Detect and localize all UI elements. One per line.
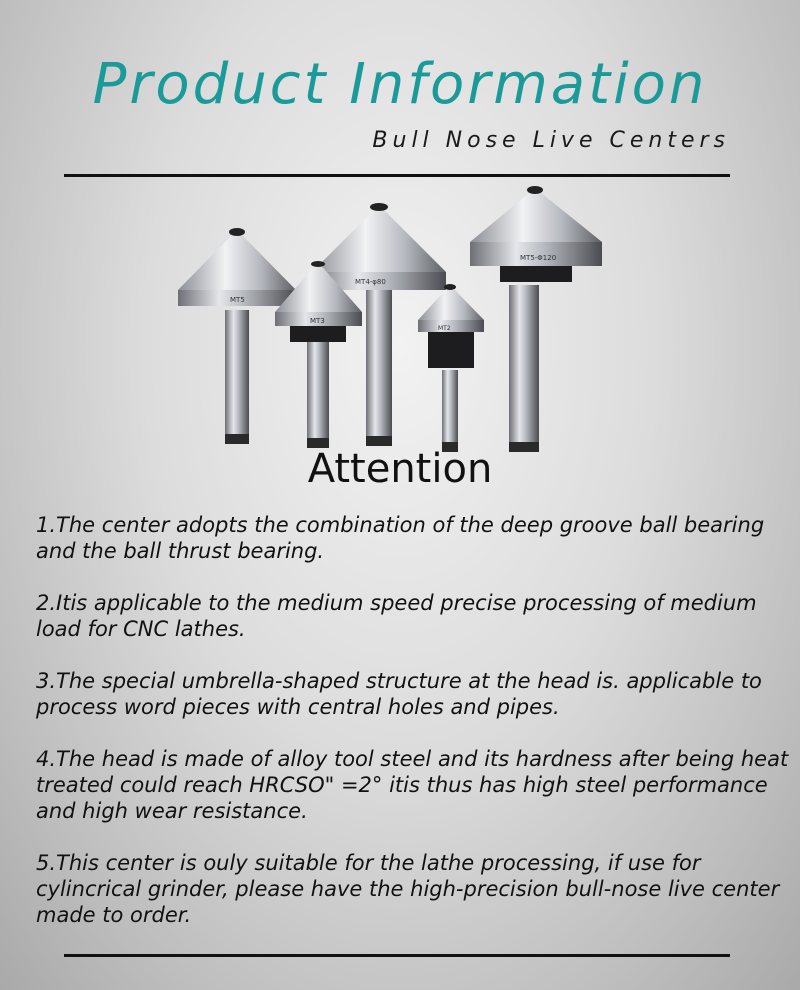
attention-item: 4.The head is made of alloy tool steel and its hardness after being heat treated could reach HRCSO" =2° itis thus has high steel performance and high wear resistance.: [36, 747, 789, 823]
engraving-label: MT3: [310, 317, 325, 325]
engraving-label: MT2: [438, 325, 451, 332]
attention-item: 2.Itis applicable to the medium speed precise processing of medium load for CNC lathes.: [36, 591, 757, 641]
engraving-label: MT5: [230, 296, 245, 304]
live-center-mt5-left: [178, 228, 296, 444]
top-divider: [64, 174, 730, 177]
live-center-mt2: [418, 284, 484, 452]
bottom-divider: [64, 954, 730, 957]
attention-item: 5.This center is ouly suitable for the lathe processing, if use for cylincrical grinder, please have the high-precision bull-nose live center made to order.: [36, 851, 780, 927]
live-center-mt5-right: [470, 186, 602, 452]
attention-heading: Attention: [307, 446, 493, 492]
attention-item: 3.The special umbrella-shaped structure at the head is. applicable to process word pieces with central holes and pipes.: [36, 669, 762, 719]
attention-list: [36, 512, 796, 954]
engraving-label: MT5-Φ120: [520, 254, 557, 262]
product-image: [150, 180, 630, 460]
page-title: Product Information: [92, 52, 708, 117]
attention-item: 1.The center adopts the combination of the deep groove ball bearing and the ball thrust bearing.: [36, 513, 765, 563]
page-subtitle: Bull Nose Live Centers: [372, 128, 730, 153]
engraving-label: MT4-φ80: [355, 278, 386, 286]
